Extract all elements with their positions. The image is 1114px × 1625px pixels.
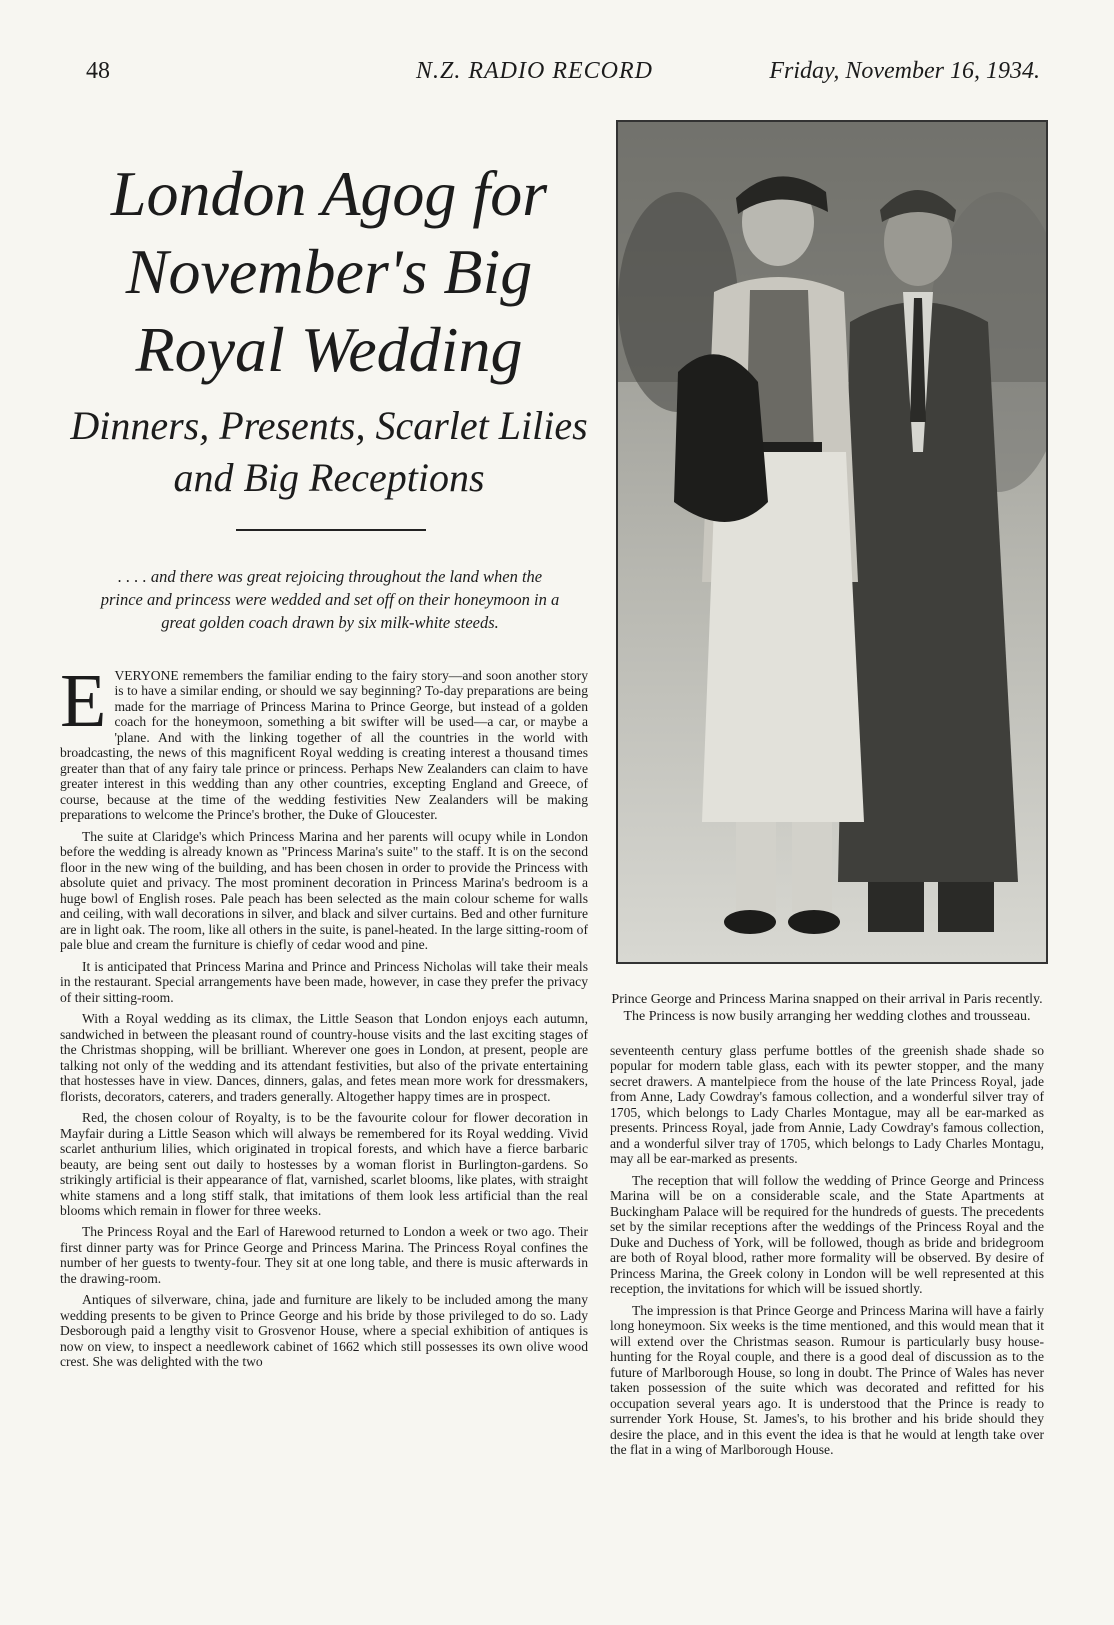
article-paragraph: The suite at Claridge's which Princess Marina and her parents will ocupy while in London before the wedding is already known as "Princess Marina's suite" to the staff. It is on the second floor in the new wing of the building, and has been chosen in order to provide the Princess with absolute quiet and privacy. The most prominent decoration in Princess Marina's bedroom is a huge bowl of English roses. Pale peach has been selected as the main colour scheme for walls and ceiling, with wall decorations in silver, and black and silver curtains. Bed and other furniture are in light oak. The room, like all others in the suite, is panel-heated. In the large sitting-room of pale blue and cream the furniture is chiefly of cedar wood and pine.: [60, 828, 589, 953]
photo-caption: Prince George and Princess Marina snapped on their arrival in Paris recently. The Princess is now busily arranging her wedding clothes and trousseau.: [611, 992, 1043, 1024]
newspaper-name: N.Z. RADIO RECORD: [416, 58, 653, 84]
article-paragraph: The Princess Royal and the Earl of Harewood returned to London a week or two ago. Their first dinner party was for Prince George and Princess Marina. The Princess Royal confines the number of her guests to twenty-four. They sit at one long table, and there is music afterwards in the drawing-room.: [60, 1224, 588, 1286]
photograph-illustration: [618, 122, 1046, 962]
article-paragraph-text: VERYONE remembers the familiar ending to the fairy story—and soon another story is to have a similar ending, or should we say beginning? To-day preparations are being made for the marriage of Princess Marina to Prince George, but instead of a golden coach for the honeymoon, something a bit swifter will be used—a car, or maybe a 'plane. And with the linking together of all the countries in the world with broadcasting, the news of this magnificent Royal wedding is creating interest a thousand times greater than that of any fairy tale prince or princess. Perhaps New Zealanders can claim to have greater interest in this wedding than any other countries, excepting England and Greece, of course, because at the time of the wedding festivities New Zealanders will be making preparations to welcome the Prince's brother, the Duke of Gloucester.: [60, 668, 588, 823]
subheadline: Dinners, Presents, Scarlet Lilies and Big Receptions: [70, 403, 588, 500]
article-column-right: [610, 1043, 1044, 1464]
drop-cap: E: [60, 659, 107, 743]
page-header: [86, 58, 1040, 94]
photograph-royal-couple: [616, 120, 1048, 964]
divider: [236, 529, 426, 531]
article-paragraph: [60, 659, 588, 823]
page-number: 48: [86, 58, 110, 84]
article-paragraph: It is anticipated that Princess Marina and Prince and Princess Nicholas will take their meals in the restaurant. Special arrangements have been made, however, in case they prefer the privacy of their sitting-room.: [60, 958, 588, 1005]
article-paragraph: Antiques of silverware, china, jade and furniture are likely to be included among the many wedding presents to be given to Prince George and his bride by those privileged to do so. Lady Desborough paid a lengthy visit to Grosvenor House, where a special exhibition of antiques is now on view, to inspect a needlework cabinet of 1662 which still possesses its own olive wood crest. She was delighted with the two: [60, 1292, 588, 1370]
headline: London Agog for November's Big Royal Wedding: [110, 157, 548, 386]
article-column-left: [60, 659, 589, 1376]
article-paragraph: seventeenth century glass perfume bottles of the greenish shade shade so popular for modern table glass, each with its pewter stopper, and the many secret drawers. A mantelpiece from the house of the late Princess Royal, jade from Anne, Lady Cowdray's famous collection, and a wonderful silver tray of 1705, which belongs to Lady Charles Montague, may all be ear-marked as presents. Princess Royal, jade from Annie, Lady Cowdray's famous collection, and a wonderful silver tray of 1705, which belongs to Lady Charles Montagu, may all be ear-marked as presents.: [610, 1043, 1044, 1167]
article-paragraph: Red, the chosen colour of Royalty, is to be the favourite colour for flower decoration in Mayfair during a Little Season which will always be remembered for its Royal wedding. Vivid scarlet anthurium lilies, which originated in tropical forests, and which have a fierce barbaric beauty, are being sent out daily to hostesses by a woman florist in Burlington-gardens. So strikingly artificial is their appearance of flat, varnished, scarlet blooms, like plates, with straight white stamens and a long stiff stalk, that imitations of them look less artificial than the real blooms which remain in flower for three weeks.: [60, 1110, 588, 1218]
article-paragraph: The impression is that Prince George and Princess Marina will have a fairly long honeymoon. Six weeks is the time mentioned, and this would mean that it will extend over the Christmas season. Rumour is particularly busy house-hunting for the Royal couple, and there is a good deal of discussion as to the future of Marlborough House, so long in doubt. The Prince of Wales has never taken possession of the suite which was decorated and refitted for his occupation several years ago. It is understood that the Prince is ready to surrender York House, St. James's, to his brother and his bride should they desire the place, and in this event the idea is that he would at length take over the flat in a wing of Marlborough House.: [610, 1302, 1044, 1458]
article-paragraph: The reception that will follow the wedding of Prince George and Princess Marina will be on a considerable scale, and the State Apartments at Buckingham Palace will be required for the hundreds of guests. The precedents set by the similar receptions after the weddings of the Princess Royal and the Duke and Duchess of York, will be followed, though as bride and bridegroom are both of Royal blood, rather more formality will be observed. By desire of Princess Marina, the Greek colony in London will be well represented at this reception, the invitations for which will be issued shortly.: [610, 1172, 1044, 1297]
pullquote: . . . . and there was great rejoicing throughout the land when the prince and princess were wedded and set off on their honeymoon in a great golden coach drawn by six milk-white steeds.: [100, 567, 560, 632]
article-paragraph: With a Royal wedding as its climax, the Little Season that London enjoys each autumn, sandwiched in between the pleasant round of country-house visits and the last exciting stages of the Christmas shopping, will be brilliant. Wherever one goes in London, at present, people are talking not only of the wedding and its attendant festivities, but also of the private entertaining that hostesses have in view. Dances, dinners, galas, and fetes mean more work for dressmakers, florists, decorators, caterers, and traders generally. Altogether happy times are in prospect.: [60, 1011, 588, 1104]
issue-date: Friday, November 16, 1934.: [769, 58, 1040, 84]
